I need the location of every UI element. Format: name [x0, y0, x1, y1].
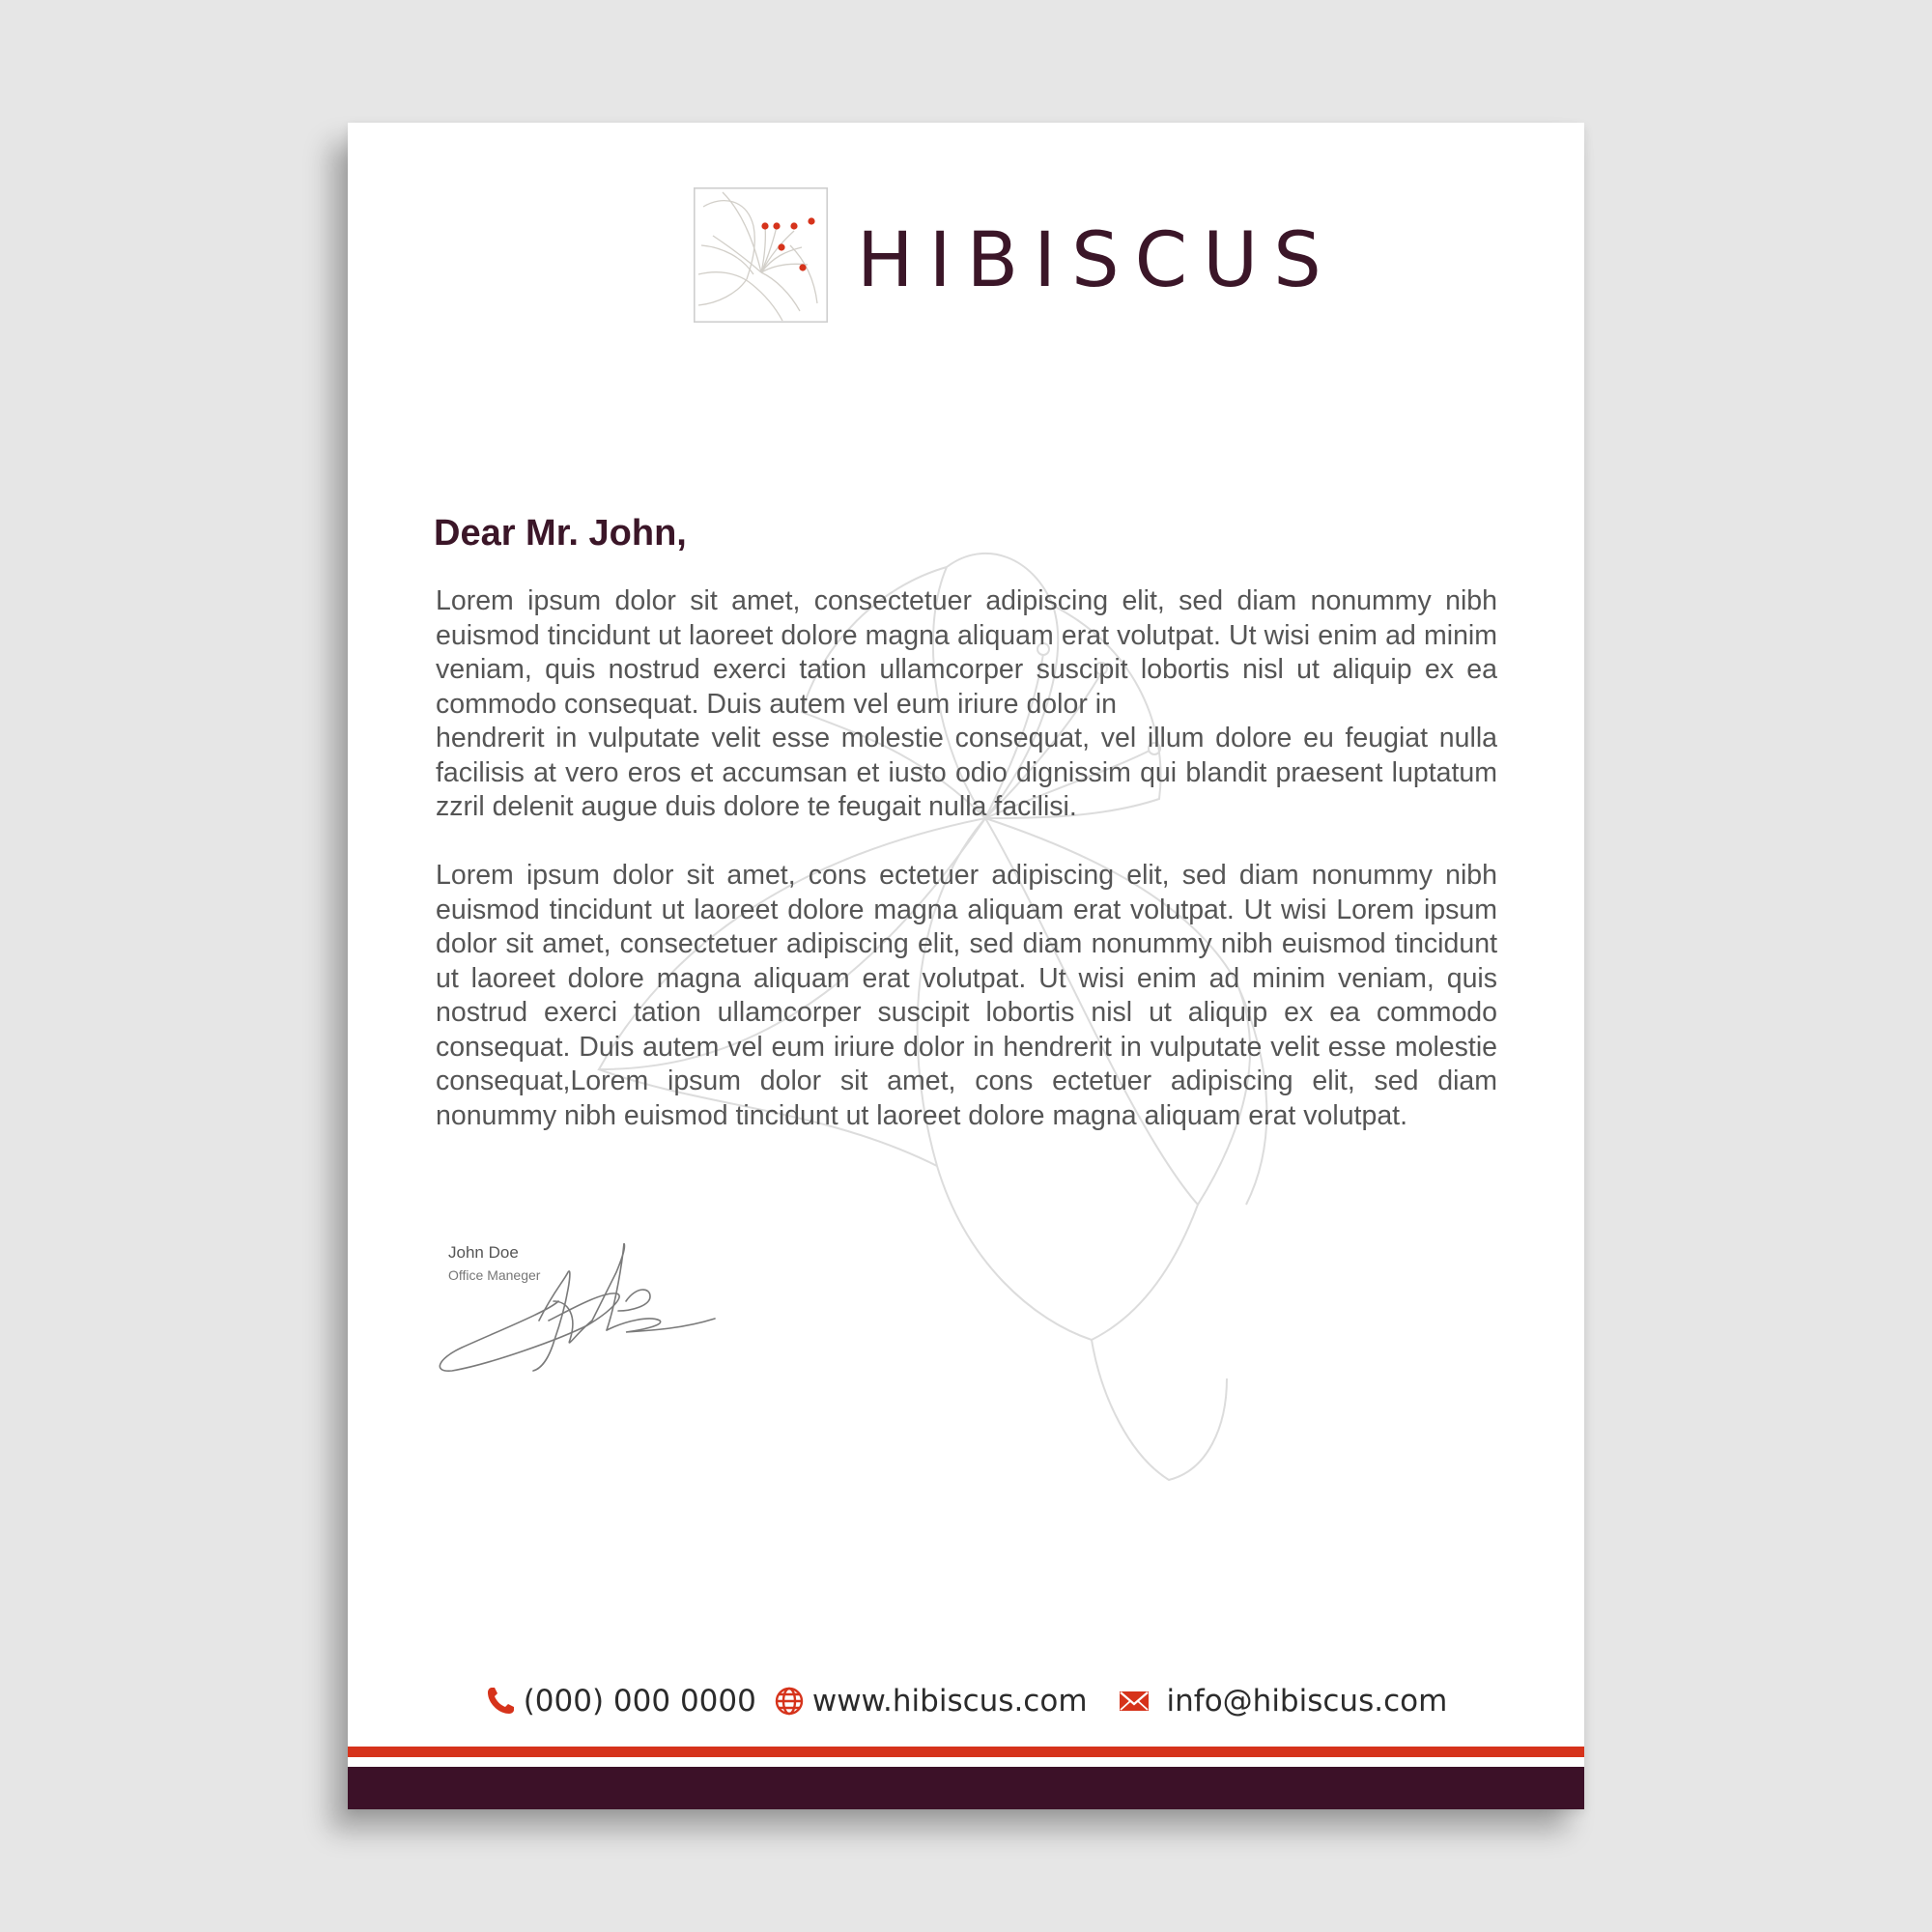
footer-plum-band [348, 1767, 1584, 1809]
signer-name: John Doe [448, 1243, 519, 1262]
phone-icon [485, 1686, 516, 1717]
phone-number: (000) 000 0000 [523, 1684, 756, 1719]
contact-email [1105, 1684, 1448, 1719]
contact-website [774, 1684, 1088, 1719]
website-link[interactable]: www.hibiscus.com [811, 1684, 1088, 1719]
hibiscus-logo-icon [694, 187, 828, 323]
letter-salutation: Dear Mr. John, [434, 513, 687, 554]
footer-red-stripe [348, 1747, 1584, 1757]
signer-title: Office Maneger [448, 1267, 541, 1283]
globe-icon [774, 1686, 805, 1717]
letterhead-page [348, 123, 1584, 1809]
envelope-icon [1119, 1686, 1150, 1717]
letter-paragraph-1: Lorem ipsum dolor sit amet, consectetuer adipiscing elit, sed diam nonummy nibh euismod tincidunt ut laoreet dolore magna aliquam erat volutpat. Ut wisi enim ad minim veniam, quis nostrud exerci tation ullamcorper suscipit lobortis nisl ut aliquip ex ea commodo consequat. Duis autem vel eum iriure dolor in hendrerit in vulputate velit esse molestie consequat, vel illum dolore eu feugiat nulla facilisis at vero eros et accumsan et iusto odio dignissim qui blandit praesent luptatum zzril delenit augue duis dolore te feugait nulla facilisi. [436, 585, 1497, 822]
letter-paragraph-2: Lorem ipsum dolor sit amet, cons ectetuer adipiscing elit, sed diam nonummy nibh euismod tincidunt ut laoreet dolore magna aliquam erat volutpat. Ut wisi Lorem ipsum dolor sit amet, consectetuer adipiscing elit, sed diam nonummy nibh euismod tincidunt ut laoreet dolore magna aliquam erat volutpat. Ut wisi enim ad minim veniam, quis nostrud exerci tation ullamcorper suscipit lobortis nisl ut aliquip ex ea commodo consequat. Duis autem vel eum iriure dolor in hendrerit in vulputate velit esse molestie consequat,Lorem ipsum dolor sit amet, cons ectetuer adipiscing elit, sed diam nonummy nibh euismod tincidunt ut laoreet dolore magna aliquam erat volutpat. [436, 860, 1497, 1131]
contact-info-bar [348, 1680, 1584, 1722]
brand-name: HIBISCUS [857, 217, 1337, 304]
email-link[interactable]: info@hibiscus.com [1166, 1684, 1448, 1719]
contact-phone [485, 1684, 756, 1719]
handwritten-signature [433, 1243, 723, 1378]
